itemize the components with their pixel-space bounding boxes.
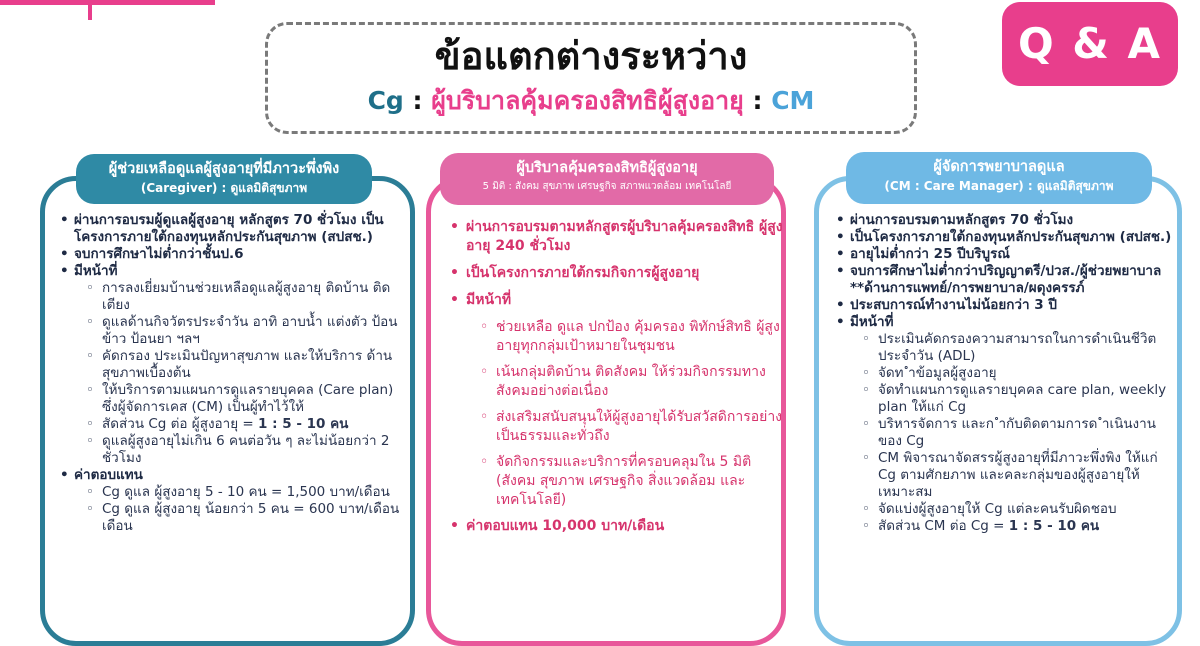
- care-manager-requirement: • เป็นโครงการภายใต้กองทุนหลักประกันสุขภาพ (สปสช.): [832, 229, 1176, 246]
- page-subtitle: [268, 85, 914, 117]
- care-manager-header-subtitle: (CM : Care Manager) : ดูแลมิติสุขภาพ: [884, 179, 1114, 193]
- caregiver-header-title: ผู้ช่วยเหลือดูแลผู้สูงอายุที่มีภาวะพึ่งพิง: [108, 161, 340, 177]
- qa-badge: Q & A: [1002, 2, 1178, 86]
- care-manager-requirement: • จบการศึกษาไม่ต่ำกว่าปริญญาตรี/ปวส./ผู้ช่วยพยาบาล **ด้านการแพทย์/การพยาบาล/ผดุงครรภ์: [832, 263, 1176, 297]
- care-manager-header: [846, 152, 1152, 204]
- rights-guardian-pay: • ค่าตอบแทน 10,000 บาท/เดือน: [446, 517, 784, 536]
- caregiver-education: • จบการศึกษาไม่ต่ำกว่าชั้นป.6: [56, 246, 408, 263]
- rights-guardian-training: • ผ่านการอบรมตามหลักสูตรผู้บริบาลคุ้มครองสิทธิ ผู้สูงอายุ 240 ชั่วโมง: [446, 218, 784, 256]
- rights-guardian-program: • เป็นโครงการภายใต้กรมกิจการผู้สูงอายุ: [446, 264, 784, 283]
- caregiver-duty-item: ◦ การลงเยี่ยมบ้านช่วยเหลือดูแลผู้สูงอายุ ติดบ้าน ติดเตียง: [56, 280, 408, 314]
- subtitle-cg: Cg: [367, 86, 404, 115]
- rights-guardian-header-title: ผู้บริบาลคุ้มครองสิทธิผู้สูงอายุ: [516, 160, 698, 176]
- care-manager-duty-item: ◦ CM พิจารณาจัดสรรผู้สูงอายุที่มีภาวะพึ่งพิง ให้แก่ Cg ตามศักยภาพ และคละกลุ่มของผู้สูงอายุให้เหมาะสม: [832, 450, 1176, 501]
- caregiver-training: • ผ่านการอบรมผู้ดูแลผู้สูงอายุ หลักสูตร 70 ชั่วโมง เป็นโครงการภายใต้กองทุนหลักประกันสุขภาพ (สปสช.): [56, 212, 408, 246]
- care-manager-duty-item: ◦ บริหารจัดการ และก ำกับติดตามการด ำเนินงานของ Cg: [832, 416, 1176, 450]
- rights-guardian-duty-item: ◦ ส่งเสริมสนับสนุนให้ผู้สูงอายุได้รับสวัสดิการอย่างเป็นธรรมและทั่วถึง: [446, 408, 784, 446]
- caregiver-header: [76, 154, 372, 204]
- rights-guardian-duties-heading: • มีหน้าที่: [446, 291, 784, 310]
- caregiver-pay-heading: • ค่าตอบแทน: [56, 467, 408, 484]
- caregiver-ratio: [56, 416, 408, 433]
- subtitle-cm: CM: [771, 86, 815, 115]
- care-manager-header-title: ผู้จัดการพยาบาลดูแล: [933, 159, 1065, 175]
- caregiver-pay-item: ◦ Cg ดูแล ผู้สูงอายุ 5 - 10 คน = 1,500 บาท/เดือน: [56, 484, 408, 501]
- rights-guardian-duty-item: ◦ เน้นกลุ่มติดบ้าน ติดสังคม ให้ร่วมกิจกรรมทางสังคมอย่างต่อเนื่อง: [446, 363, 784, 401]
- rights-guardian-duty-item: ◦ จัดกิจกรรมและบริการที่ครอบคลุมใน 5 มิติ (สังคม สุขภาพ เศรษฐกิจ สิ่งแวดล้อม และเทคโนโลยี): [446, 453, 784, 510]
- rights-guardian-duty-item: ◦ ช่วยเหลือ ดูแล ปกป้อง คุ้มครอง พิทักษ์สิทธิ ผู้สูงอายุทุกกลุ่มเป้าหมายในชุมชน: [446, 318, 784, 356]
- care-manager-duties-heading: • มีหน้าที่: [832, 314, 1176, 331]
- title-box: [265, 22, 917, 134]
- care-manager-duty-item: ◦ ประเมินคัดกรองความสามารถในการดำเนินชีวิตประจำวัน (ADL): [832, 331, 1176, 365]
- subtitle-middle: ผู้บริบาลคุ้มครองสิทธิผู้สูงอายุ: [431, 86, 744, 115]
- caregiver-duty-item: ◦ คัดกรอง ประเมินปัญหาสุขภาพ และให้บริการ ด้านสุขภาพเบื้องต้น: [56, 348, 408, 382]
- care-manager-ratio-value: 1 : 5 - 10 คน: [1008, 518, 1100, 534]
- caregiver-pay-item: ◦ Cg ดูแล ผู้สูงอายุ น้อยกว่า 5 คน = 600 บาท/เดือน เดือน: [56, 501, 408, 535]
- subtitle-colon-2: :: [743, 86, 772, 115]
- caregiver-duty-item: ◦ ดูแลด้านกิจวัตรประจำวัน อาทิ อาบน้ำ แต่งตัว ป้อนข้าว ป้อนยา ฯลฯ: [56, 314, 408, 348]
- caregiver-duty-item: ◦ ดูแลผู้สูงอายุไม่เกิน 6 คนต่อวัน ๆ ละไม่น้อยกว่า 2 ชั่วโมง: [56, 433, 408, 467]
- care-manager-duty-item: ◦ จัดท ำข้อมูลผู้สูงอายุ: [832, 365, 1176, 382]
- care-manager-duty-item: ◦ จัดทำแผนการดูแลรายบุคคล care plan, weekly plan ให้แก่ Cg: [832, 382, 1176, 416]
- care-manager-body: [832, 212, 1176, 535]
- caregiver-duty-item: ◦ ให้บริการตามแผนการดูแลรายบุคคล (Care plan) ซึ่งผู้จัดการเคส (CM) เป็นผู้ทำไว้ให้: [56, 382, 408, 416]
- care-manager-duty-item: ◦ จัดแบ่งผู้สูงอายุให้ Cg แต่ละคนรับผิดชอบ: [832, 501, 1176, 518]
- caregiver-ratio-value: 1 : 5 - 10 คน: [258, 416, 349, 432]
- caregiver-body: [56, 212, 408, 535]
- care-manager-ratio: [832, 518, 1176, 535]
- care-manager-requirement: • ประสบการณ์ทำงานไม่น้อยกว่า 3 ปี: [832, 297, 1176, 314]
- page-title: ข้อแตกต่างระหว่าง: [434, 34, 748, 78]
- caregiver-header-subtitle: (Caregiver) : ดูแลมิติสุขภาพ: [140, 181, 308, 195]
- subtitle-colon-1: :: [403, 86, 432, 115]
- care-manager-requirement: • ผ่านการอบรมตามหลักสูตร 70 ชั่วโมง: [832, 212, 1176, 229]
- rights-guardian-header: [440, 153, 774, 205]
- corner-decoration-line: [88, 0, 92, 20]
- care-manager-ratio-label: สัดส่วน CM ต่อ Cg =: [878, 518, 1009, 534]
- rights-guardian-header-subtitle: 5 มิติ : สังคม สุขภาพ เศรษฐกิจ สภาพแวดล้อม เทคโนโลยี: [482, 181, 732, 192]
- rights-guardian-body: [446, 218, 784, 544]
- caregiver-ratio-label: สัดส่วน Cg ต่อ ผู้สูงอายุ =: [102, 416, 259, 432]
- caregiver-duties-heading: • มีหน้าที่: [56, 263, 408, 280]
- corner-decoration-bar: [0, 0, 215, 5]
- care-manager-requirement: • อายุไม่ต่ำกว่า 25 ปีบริบูรณ์: [832, 246, 1176, 263]
